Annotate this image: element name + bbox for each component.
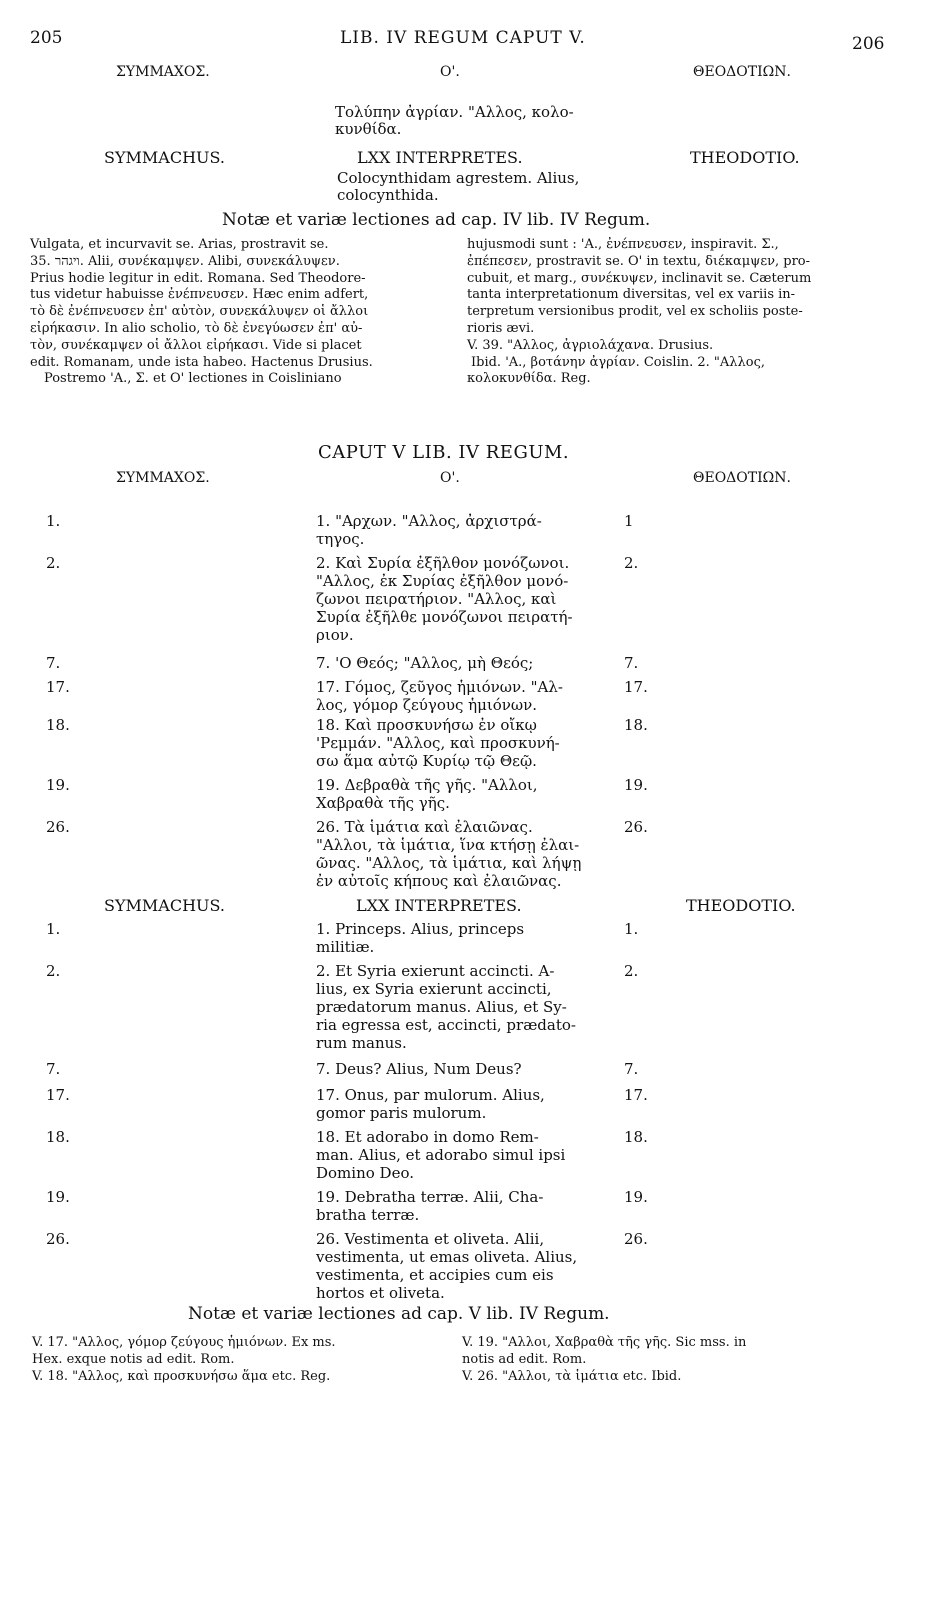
verse-num-theodotion: 18. bbox=[624, 1128, 648, 1146]
text-line: prædatorum manus. Alius, et Sy- bbox=[316, 998, 567, 1016]
verse-num-theodotion: 18. bbox=[624, 716, 648, 734]
col-heading-symmachus-greek: ΣΥΜΜΑΧΟΣ. bbox=[116, 470, 210, 486]
verse-num-theodotion: 17. bbox=[624, 678, 648, 696]
note-line: notis ad edit. Rom. bbox=[462, 1352, 587, 1367]
verse-text-lxx bbox=[316, 962, 576, 1052]
verse-text-lxx bbox=[316, 678, 563, 714]
col-heading-symmachus-greek: ΣΥΜΜΑΧΟΣ. bbox=[116, 64, 210, 80]
note-line: edit. Romanam, unde ista habeo. Hactenus Drusius. bbox=[30, 354, 373, 370]
text-line: Τολύπην ἀγρίαν. "Αλλος, κολο- bbox=[335, 103, 574, 121]
note-line: κολοκυνθίδα. Reg. bbox=[467, 371, 591, 387]
note-line: Postremo 'Α., Σ. et Ο' lectiones in Coisliniano bbox=[44, 371, 342, 387]
text-line: "Αλλοι, τὰ ἱμάτια, ἵνα κτήσῃ ἐλαι- bbox=[316, 836, 580, 854]
text-line: 17. Γόμος, ζεῦγος ἡμιόνων. "Αλ- bbox=[316, 678, 563, 696]
text-line: 19. Δεβραθὰ τῆς γῆς. "Αλλοι, bbox=[316, 776, 538, 794]
text-line: 7. Deus? Alius, Num Deus? bbox=[316, 1060, 522, 1078]
text-line: τηγος. bbox=[316, 530, 365, 548]
text-line: 17. Onus, par mulorum. Alius, bbox=[316, 1086, 545, 1104]
text-line: colocynthida. bbox=[337, 186, 439, 204]
note-line: V. 39. "Αλλος, ἀγριολάχανα. Drusius. bbox=[467, 337, 714, 353]
note-line: V. 26. "Αλλοι, τὰ ἱμάτια etc. Ibid. bbox=[462, 1369, 682, 1384]
col-heading-lxx-latin: LXX INTERPRETES. bbox=[356, 896, 522, 915]
text-line: κυνθίδα. bbox=[335, 120, 402, 138]
text-line: "Αλλος, ἐκ Συρίας ἐξῆλθον μονό- bbox=[316, 572, 569, 590]
notes-v-left-column bbox=[32, 1334, 336, 1385]
page-number-left: 205 bbox=[30, 28, 63, 48]
text-line: 18. Et adorabo in domo Rem- bbox=[316, 1128, 539, 1146]
note-line: Ibid. 'Α., βοτάνην ἀγρίαν. Coislin. 2. "Αλλος, bbox=[471, 354, 766, 370]
verse-num-theodotion: 7. bbox=[624, 654, 639, 672]
verse-num-symmachus: 1. bbox=[46, 512, 61, 530]
text-line: bratha terræ. bbox=[316, 1206, 420, 1224]
verse-text-lxx bbox=[316, 1086, 545, 1122]
verse-num-symmachus: 7. bbox=[46, 1060, 61, 1078]
text-line: 1. "Αρχων. "Αλλος, ἀρχιστρά- bbox=[316, 512, 542, 530]
text-line: 7. 'Ο Θεός; "Αλλος, μὴ Θεός; bbox=[316, 654, 534, 672]
text-line: Συρία ἐξῆλθε μονόζωνοι πειρατή- bbox=[316, 608, 573, 626]
notes-v-right-column bbox=[462, 1334, 746, 1385]
notes-iv-heading: Notæ et variæ lectiones ad cap. IV lib. IV Regum. bbox=[222, 210, 651, 230]
col-heading-lxx-greek: Ο'. bbox=[440, 470, 460, 486]
text-line: 'Ρεμμάν. "Αλλος, καὶ προσκυνή- bbox=[316, 734, 560, 752]
text-line: 26. Τὰ ἱμάτια καὶ ἐλαιῶνας. bbox=[316, 818, 533, 836]
verse-text-lxx bbox=[316, 818, 581, 890]
verse-num-theodotion: 26. bbox=[624, 1230, 648, 1248]
verse-text-lxx bbox=[316, 776, 538, 812]
text-line: ριον. bbox=[316, 626, 354, 644]
verse-text-lxx bbox=[316, 716, 560, 770]
note-line: V. 17. "Αλλος, γόμορ ζεύγους ἡμιόνων. Ex ms. bbox=[32, 1335, 336, 1350]
verse-num-symmachus: 2. bbox=[46, 554, 61, 572]
text-line: 26. Vestimenta et oliveta. Alii, bbox=[316, 1230, 545, 1248]
verse-num-symmachus: 1. bbox=[46, 920, 61, 938]
greek-text-block bbox=[335, 104, 574, 138]
note-line: τὸ δὲ ἐνέπνευσεν ἐπ' αὐτὸν, συνεκάλυψεν οἱ ἄλλοι bbox=[30, 304, 369, 320]
note-line: terpretum versionibus prodit, vel ex scholiis poste- bbox=[467, 304, 803, 320]
verse-num-symmachus: 19. bbox=[46, 1188, 70, 1206]
running-title: LIB. IV REGUM CAPUT V. bbox=[340, 28, 586, 48]
col-heading-symmachus-latin: SYMMACHUS. bbox=[104, 148, 225, 167]
col-heading-lxx-latin: LXX INTERPRETES. bbox=[357, 148, 523, 167]
verse-num-theodotion: 17. bbox=[624, 1086, 648, 1104]
note-line: εἰρήκασιν. In alio scholio, τὸ δὲ ἐνεγύωσεν ἐπ' αὐ- bbox=[30, 320, 363, 336]
text-line: rum manus. bbox=[316, 1034, 407, 1052]
text-line: 1. Princeps. Alius, princeps bbox=[316, 920, 525, 938]
text-line: gomor paris mulorum. bbox=[316, 1104, 487, 1122]
verse-text-lxx bbox=[316, 1060, 522, 1078]
verse-num-theodotion: 19. bbox=[624, 776, 648, 794]
text-line: 2. Καὶ Συρία ἐξῆλθον μονόζωνοι. bbox=[316, 554, 570, 572]
note-line: 35. ויגהר. Alii, συνέκαμψεν. Alibi, συνεκάλυψεν. bbox=[30, 253, 340, 269]
verse-num-symmachus: 26. bbox=[46, 818, 70, 836]
note-line: tanta interpretationum diversitas, vel ex variis in- bbox=[467, 287, 796, 303]
note-line: Prius hodie legitur in edit. Romana. Sed Theodore- bbox=[30, 270, 366, 286]
text-line: ῶνας. "Αλλος, τὰ ἱμάτια, καὶ λήψῃ bbox=[316, 854, 582, 872]
col-heading-theodotion-greek: ΘΕΟΔΟΤΙΩΝ. bbox=[693, 64, 791, 80]
text-line: Χαβραθὰ τῆς γῆς. bbox=[316, 794, 450, 812]
page-number-right: 206 bbox=[852, 34, 885, 54]
verse-num-symmachus: 2. bbox=[46, 962, 61, 980]
text-line: hortos et oliveta. bbox=[316, 1284, 445, 1302]
verse-num-symmachus: 17. bbox=[46, 678, 70, 696]
verse-num-symmachus: 18. bbox=[46, 716, 70, 734]
text-line: 19. Debratha terræ. Alii, Cha- bbox=[316, 1188, 544, 1206]
notes-iv-right-column bbox=[467, 237, 811, 388]
verse-text-lxx bbox=[316, 1230, 577, 1302]
note-line: rioris ævi. bbox=[467, 320, 535, 336]
verse-text-lxx bbox=[316, 1128, 565, 1182]
verse-num-symmachus: 26. bbox=[46, 1230, 70, 1248]
verse-num-symmachus: 7. bbox=[46, 654, 61, 672]
note-line: hujusmodi sunt : 'Α., ἐνέπνευσεν, inspiravit. Σ., bbox=[467, 237, 779, 252]
text-line: lius, ex Syria exierunt accincti, bbox=[316, 980, 552, 998]
text-line: ἐν αὐτοῖς κήπους καὶ ἐλαιῶνας. bbox=[316, 872, 562, 890]
col-heading-theodotion-latin: THEODOTIO. bbox=[690, 148, 800, 167]
col-heading-theodotion-latin: THEODOTIO. bbox=[686, 896, 796, 915]
verse-num-theodotion: 2. bbox=[624, 554, 639, 572]
verse-text-lxx bbox=[316, 554, 573, 644]
notes-iv-left-column bbox=[30, 237, 373, 388]
col-heading-lxx-greek: Ο'. bbox=[440, 64, 460, 80]
verse-num-symmachus: 19. bbox=[46, 776, 70, 794]
verse-text-lxx bbox=[316, 920, 524, 956]
verse-text-lxx bbox=[316, 654, 533, 672]
verse-num-theodotion: 1 bbox=[624, 512, 634, 530]
note-line: Hex. exque notis ad edit. Rom. bbox=[32, 1352, 235, 1367]
verse-text-lxx bbox=[316, 1188, 543, 1224]
verse-num-theodotion: 26. bbox=[624, 818, 648, 836]
verse-num-theodotion: 1. bbox=[624, 920, 639, 938]
note-line: cubuit, et marg., συνέκυψεν, inclinavit se. Cæterum bbox=[467, 270, 812, 286]
chapter-heading: CAPUT V LIB. IV REGUM. bbox=[318, 442, 570, 463]
notes-v-heading: Notæ et variæ lectiones ad cap. V lib. IV Regum. bbox=[188, 1304, 610, 1324]
col-heading-theodotion-greek: ΘΕΟΔΟΤΙΩΝ. bbox=[693, 470, 791, 486]
text-line: ζωνοι πειρατήριον. "Αλλος, καὶ bbox=[316, 590, 557, 608]
text-line: man. Alius, et adorabo simul ipsi bbox=[316, 1146, 566, 1164]
latin-text-block bbox=[337, 170, 579, 204]
note-line: ἐπέπεσεν, prostravit se. Ο' in textu, διέκαμψεν, pro- bbox=[467, 253, 811, 269]
text-line: ria egressa est, accincti, prædato- bbox=[316, 1016, 576, 1034]
verse-text-lxx bbox=[316, 512, 542, 548]
verse-num-theodotion: 2. bbox=[624, 962, 639, 980]
text-line: Colocynthidam agrestem. Alius, bbox=[337, 169, 580, 187]
note-line: τὸν, συνέκαμψεν οἱ ἄλλοι εἰρήκασι. Vide si placet bbox=[30, 337, 362, 353]
text-line: vestimenta, et accipies cum eis bbox=[316, 1266, 554, 1284]
col-heading-symmachus-latin: SYMMACHUS. bbox=[104, 896, 225, 915]
text-line: 2. Et Syria exierunt accincti. A- bbox=[316, 962, 555, 980]
verse-num-symmachus: 17. bbox=[46, 1086, 70, 1104]
text-line: σω ἅμα αὐτῷ Κυρίῳ τῷ Θεῷ. bbox=[316, 752, 537, 770]
note-line: V. 19. "Αλλοι, Χαβραθὰ τῆς γῆς. Sic mss. in bbox=[462, 1335, 747, 1350]
verse-num-theodotion: 7. bbox=[624, 1060, 639, 1078]
text-line: 18. Καὶ προσκυνήσω ἐν οἴκῳ bbox=[316, 716, 537, 734]
verse-num-symmachus: 18. bbox=[46, 1128, 70, 1146]
text-line: militiæ. bbox=[316, 938, 375, 956]
note-line: V. 18. "Αλλος, καὶ προσκυνήσω ἅμα etc. Reg. bbox=[32, 1369, 331, 1384]
note-line: Vulgata, et incurvavit se. Arias, prostravit se. bbox=[30, 237, 329, 252]
verse-num-theodotion: 19. bbox=[624, 1188, 648, 1206]
text-line: λος, γόμορ ζεύγους ἡμιόνων. bbox=[316, 696, 538, 714]
text-line: Domino Deo. bbox=[316, 1164, 414, 1182]
note-line: tus videtur habuisse ἐνέπνευσεν. Hæc enim adfert, bbox=[30, 287, 369, 303]
text-line: vestimenta, ut emas oliveta. Alius, bbox=[316, 1248, 578, 1266]
